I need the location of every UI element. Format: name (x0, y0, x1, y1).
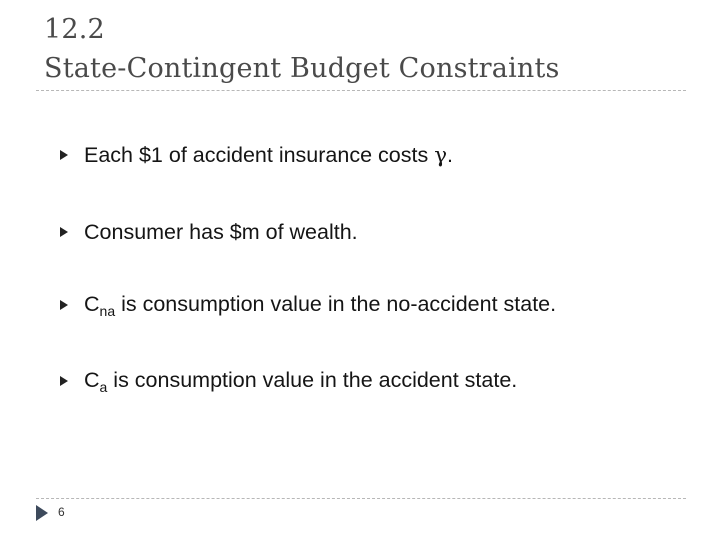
bullet-text: $C_a$ is consumption value in the accident state. (84, 367, 518, 395)
title-text: State-Contingent Budget Constraints (44, 53, 560, 84)
page-marker-icon (36, 505, 48, 521)
gamma-symbol: γ (434, 142, 448, 168)
triangle-bullet-icon (60, 300, 68, 310)
triangle-bullet-icon (60, 227, 68, 237)
bullet-text: Each $1 of accident insurance costs γ. (84, 142, 454, 168)
bullet-text: Consumer has $m of wealth. (84, 219, 358, 244)
footer-divider (36, 498, 686, 499)
subscript: na (99, 302, 116, 319)
bullet-item (60, 140, 453, 170)
triangle-bullet-icon (60, 376, 68, 386)
bullet-item (60, 290, 556, 320)
triangle-bullet-icon (60, 150, 68, 160)
subscript: a (99, 378, 108, 395)
bullet-item (60, 217, 358, 247)
bullet-item (60, 366, 517, 396)
page-number: 6 (58, 505, 65, 519)
section-number: 12.2 (44, 14, 105, 45)
bullet-text: $C_{na}$ is consumption value in the no-accident state. (84, 291, 557, 319)
